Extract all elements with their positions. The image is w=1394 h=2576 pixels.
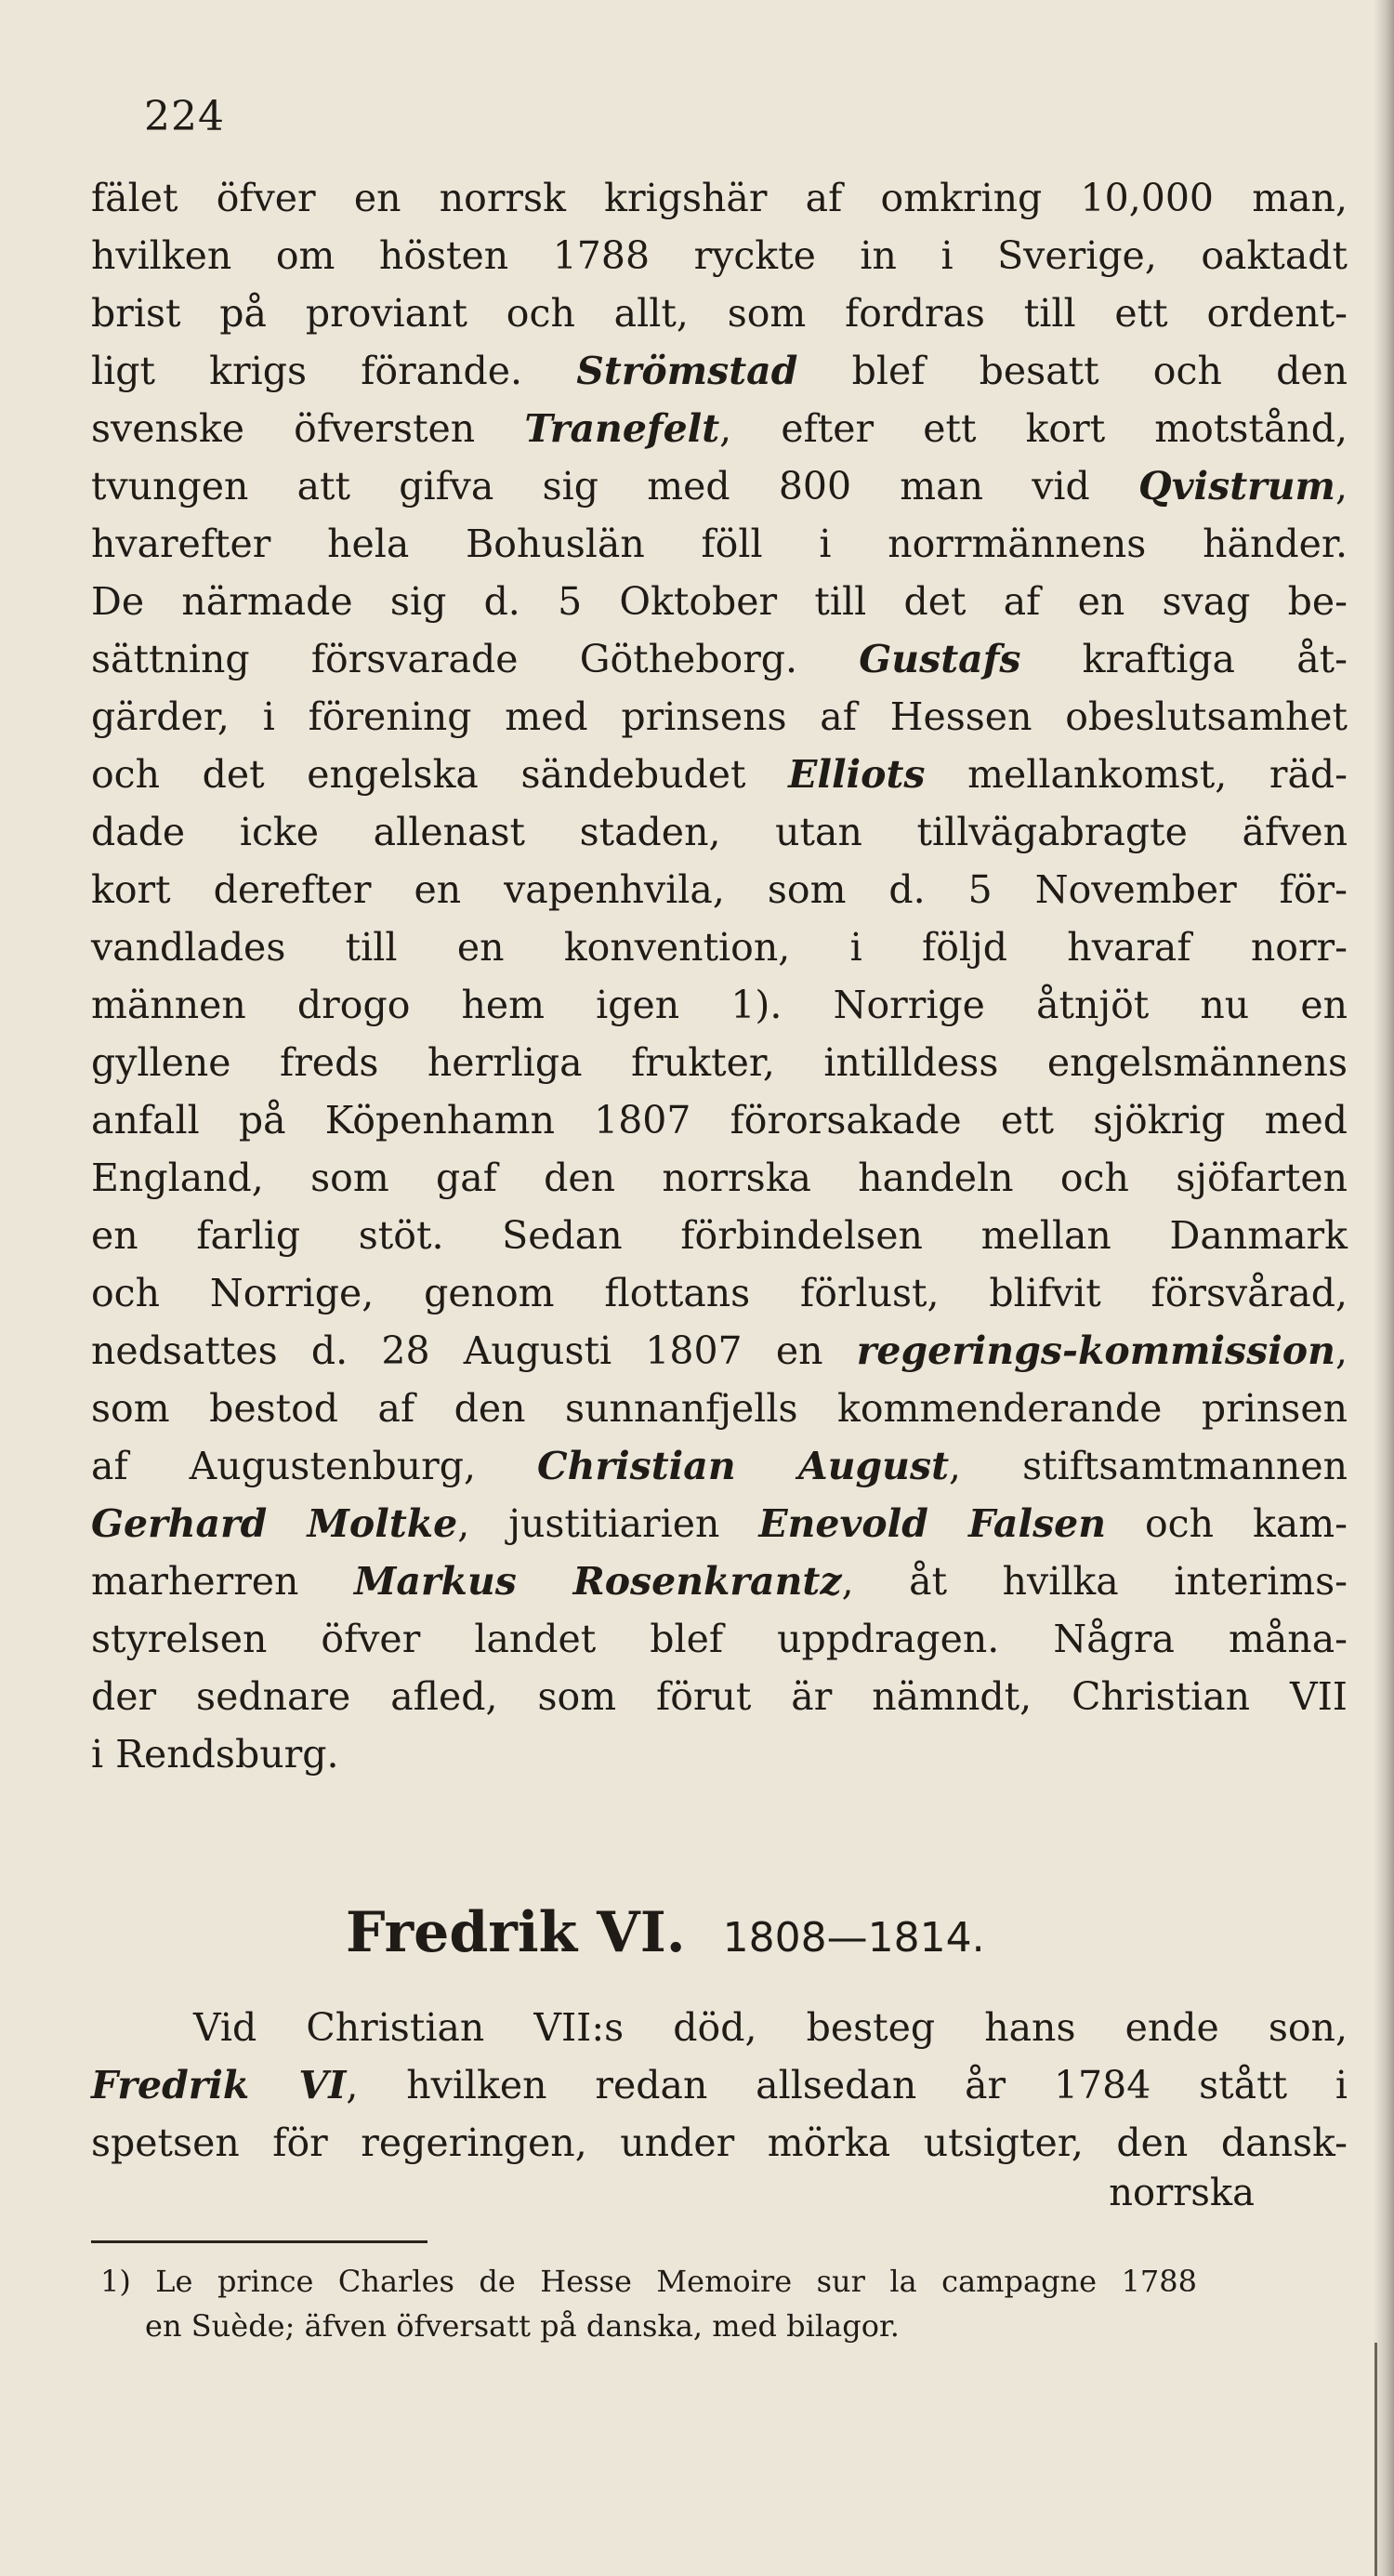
text-segment: svenske öfversten	[91, 406, 525, 451]
emphasized-name: Christian August	[537, 1444, 950, 1488]
text-segment: fälet öfver en norrsk krigshär af omkring 10,000 man,	[91, 176, 1348, 220]
text-line	[91, 400, 1348, 457]
section-heading	[346, 1900, 985, 1965]
text-segment: , justitiarien	[457, 1501, 759, 1546]
page-edge-line	[1374, 2343, 1377, 2576]
emphasized-name: Elliots	[788, 752, 926, 797]
text-line	[91, 1207, 1348, 1264]
catchword: norrska	[1109, 2172, 1255, 2214]
page-edge-shadow	[1374, 0, 1394, 2576]
text-line	[91, 169, 1348, 227]
text-segment: brist på proviant och allt, som fordras till ett ordent-	[91, 291, 1348, 336]
text-segment: hvarefter hela Bohuslän föll i norrmännens händer.	[91, 522, 1348, 566]
footnote	[100, 2259, 1197, 2348]
text-line	[91, 861, 1348, 918]
text-segment: dade icke allenast staden, utan tillvägabragte äfven	[91, 810, 1348, 854]
text-line	[91, 515, 1348, 573]
text-segment: och det engelska sändebudet	[91, 752, 789, 797]
text-line	[91, 227, 1348, 284]
emphasized-name: Markus Rosenkrantz	[354, 1559, 842, 1604]
text-line	[91, 746, 1348, 803]
text-segment: gärder, i förening med prinsens af Hessen obeslutsamhet	[91, 694, 1348, 739]
text-line	[91, 1610, 1348, 1668]
text-segment: nedsattes d. 28 Augusti 1807 en	[91, 1328, 857, 1373]
emphasized-name: Qvistrum	[1138, 464, 1335, 509]
text-segment: , hvilken redan allsedan år 1784 stått i	[346, 2063, 1348, 2107]
text-segment: tvungen att gifva sig med 800 man vid	[91, 464, 1139, 509]
main-paragraph	[91, 169, 1348, 1783]
text-segment: marherren	[91, 1559, 354, 1604]
text-segment: i Rendsburg.	[91, 1732, 339, 1777]
text-line	[91, 1495, 1348, 1552]
text-segment: en farlig stöt. Sedan förbindelsen mellan Danmark	[91, 1213, 1348, 1258]
text-line	[91, 1091, 1348, 1149]
text-line	[91, 284, 1348, 342]
text-line	[91, 1725, 1348, 1783]
text-line	[91, 1380, 1348, 1437]
text-segment: England, som gaf den norrska handeln och sjöfarten	[91, 1156, 1348, 1200]
footnote-line: en Suède; äfven öfversatt på danska, med bilagor.	[145, 2308, 900, 2344]
text-line	[91, 1437, 1348, 1495]
text-segment: anfall på Köpenhamn 1807 förorsakade ett sjökrig med	[91, 1098, 1348, 1143]
emphasized-name: Tranefelt	[524, 406, 720, 451]
text-segment: männen drogo hem igen 1). Norrige åtnjöt nu en	[91, 983, 1348, 1027]
emphasized-name: Gerhard Moltke	[91, 1501, 458, 1546]
second-paragraph	[91, 1999, 1348, 2172]
text-line	[91, 457, 1348, 515]
footnote-rule	[91, 2240, 427, 2243]
text-segment: gyllene freds herrliga frukter, intilldess engelsmännens	[91, 1040, 1348, 1085]
page-number: 224	[144, 93, 225, 140]
emphasized-name: regerings-kommission	[856, 1328, 1335, 1373]
text-line	[91, 342, 1348, 400]
emphasized-name: Fredrik VI	[91, 2063, 347, 2107]
emphasized-name: Gustafs	[859, 637, 1021, 681]
footnote-line: 1) Le prince Charles de Hesse Memoire sur la campagne 1788	[100, 2264, 1197, 2299]
text-line	[91, 976, 1348, 1034]
text-segment: styrelsen öfver landet blef uppdragen. Några måna-	[91, 1617, 1348, 1661]
emphasized-name: Enevold Falsen	[758, 1501, 1107, 1546]
emphasized-name: Strömstad	[576, 349, 798, 393]
text-segment: kraftiga åt-	[1020, 637, 1348, 681]
text-segment: der sednare afled, som förut är nämndt, Christian VII	[91, 1674, 1348, 1719]
text-line	[91, 688, 1348, 746]
text-segment: spetsen för regeringen, under mörka utsigter, den dansk-	[91, 2120, 1348, 2165]
text-segment: , stiftsamtmannen	[949, 1444, 1348, 1488]
text-line	[91, 1034, 1348, 1091]
text-line	[91, 1264, 1348, 1322]
heading-years: 1808—1814.	[722, 1914, 985, 1962]
text-segment: ligt krigs förande.	[91, 349, 577, 393]
text-line	[91, 1999, 1348, 2056]
text-segment: och kam-	[1106, 1501, 1348, 1546]
text-segment: , åt hvilka interims-	[841, 1559, 1348, 1604]
text-segment: ,	[1335, 1328, 1348, 1373]
text-segment: , efter ett kort motstånd,	[719, 406, 1348, 451]
text-segment: som bestod af den sunnanfjells kommenderande prinsen	[91, 1386, 1348, 1431]
text-segment: kort derefter en vapenhvila, som d. 5 November för-	[91, 867, 1348, 912]
text-line	[91, 1149, 1348, 1207]
text-segment: sättning försvarade Götheborg.	[91, 637, 860, 681]
text-line	[91, 1668, 1348, 1725]
text-segment: De närmade sig d. 5 Oktober till det af en svag be-	[91, 579, 1348, 624]
text-segment: Vid Christian VII:s död, besteg hans ende son,	[193, 2005, 1348, 2050]
text-segment: ,	[1335, 464, 1348, 509]
text-line	[91, 2056, 1348, 2114]
text-segment: vandlades till en konvention, i följd hvaraf norr-	[91, 925, 1348, 970]
text-line	[91, 918, 1348, 976]
text-line	[91, 803, 1348, 861]
text-line	[91, 1322, 1348, 1380]
text-line	[91, 1552, 1348, 1610]
text-segment: af Augustenburg,	[91, 1444, 538, 1488]
text-line	[91, 573, 1348, 630]
text-segment: mellankomst, räd-	[925, 752, 1348, 797]
text-segment: och Norrige, genom flottans förlust, blifvit försvårad,	[91, 1271, 1348, 1315]
heading-title: Fredrik VI.	[346, 1900, 686, 1965]
text-segment: hvilken om hösten 1788 ryckte in i Sverige, oaktadt	[91, 233, 1348, 278]
text-line	[91, 630, 1348, 688]
text-segment: blef besatt och den	[797, 349, 1348, 393]
text-line	[91, 2114, 1348, 2172]
